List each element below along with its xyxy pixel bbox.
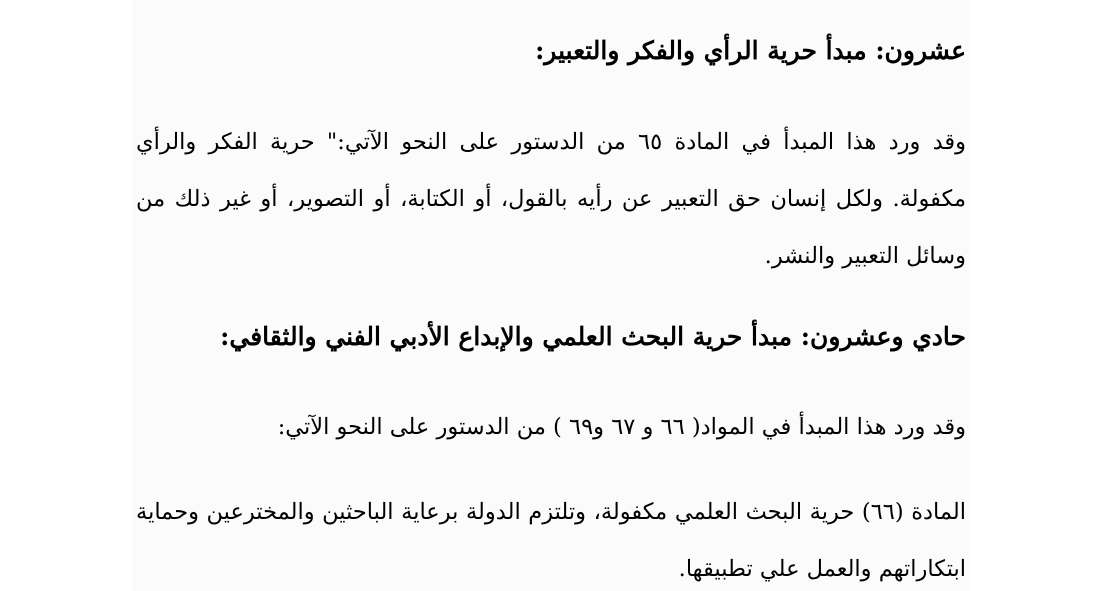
section-heading-20: عشرون: مبدأ حرية الرأي والفكر والتعبير:: [535, 36, 966, 65]
section-heading-21: حادي وعشرون: مبدأ حرية البحث العلمي والإبداع الأدبي الفني والثقافي:: [220, 322, 966, 351]
section-paragraph-20: وقد ورد هذا المبدأ في المادة ٦٥ من الدستور على النحو الآتي:" حرية الفكر والرأي مكفولة. ولكل إنسان حق التعبير عن رأيه بالقول، أو الكتابة، أو التصوير، أو غير ذلك من وسائل التعبير والنشر.: [136, 129, 966, 269]
section-paragraph-21-intro: وقد ورد هذا المبدأ في المواد( ٦٦ و ٦٧ و٦٩ ) من الدستور على النحو الآتي:: [277, 414, 966, 440]
article-66-paragraph: المادة (٦٦) حرية البحث العلمي مكفولة، وتلتزم الدولة برعاية الباحثين والمخترعين وحماية ابتكاراتهم والعمل علي تطبيقها.: [136, 499, 966, 582]
